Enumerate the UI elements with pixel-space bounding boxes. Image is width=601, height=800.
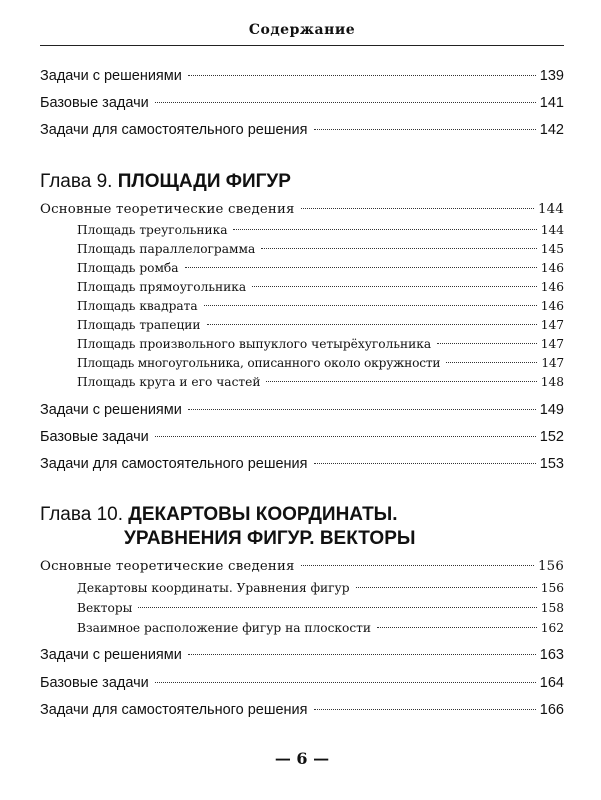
toc-subentry[interactable] bbox=[77, 372, 564, 392]
toc-subentry[interactable] bbox=[77, 315, 564, 335]
toc-subentry-label: Площадь ромба bbox=[77, 261, 179, 275]
toc-subentry-label: Площадь произвольного выпуклого четырёхугольника bbox=[77, 337, 432, 351]
toc-subentry[interactable] bbox=[77, 578, 564, 598]
toc-entry[interactable] bbox=[40, 120, 564, 140]
dot-leader bbox=[301, 565, 534, 566]
toc-entry[interactable] bbox=[40, 93, 564, 113]
toc-entry-page: 144 bbox=[538, 202, 564, 217]
toc-subentry-label: Площадь прямоугольника bbox=[77, 280, 247, 294]
toc-subentry[interactable] bbox=[77, 353, 564, 373]
toc-entry-theory[interactable] bbox=[40, 557, 564, 577]
toc-subentry-page: 162 bbox=[540, 621, 564, 635]
toc-entry-page: 153 bbox=[539, 456, 564, 472]
toc-entry-label: Базовые задачи bbox=[40, 429, 149, 445]
toc-subentry[interactable] bbox=[77, 220, 564, 240]
dot-leader bbox=[314, 709, 536, 710]
toc-entry[interactable] bbox=[40, 427, 564, 447]
toc-subentry-page: 148 bbox=[540, 375, 564, 389]
toc-subentry-page: 147 bbox=[540, 337, 564, 351]
toc-subentry[interactable] bbox=[77, 296, 564, 316]
toc-subentry-label: Площадь квадрата bbox=[77, 299, 198, 313]
toc-entry-page: 156 bbox=[538, 559, 564, 574]
toc-entry-label: Базовые задачи bbox=[40, 675, 149, 691]
toc-subentry-label: Площадь многоугольника, описанного около окружности bbox=[77, 356, 441, 370]
dot-leader bbox=[204, 305, 537, 306]
dot-leader bbox=[356, 587, 537, 588]
toc-subentry[interactable] bbox=[77, 239, 564, 259]
chapter-10-heading[interactable] bbox=[40, 503, 398, 527]
dot-leader bbox=[188, 654, 536, 655]
dot-leader bbox=[314, 129, 536, 130]
toc-subentry-page: 147 bbox=[541, 356, 564, 370]
dot-leader bbox=[155, 436, 536, 437]
chapter-number: Глава 9. bbox=[40, 171, 113, 192]
toc-subentry-label: Площадь круга и его частей bbox=[77, 375, 261, 389]
toc-subentry-page: 146 bbox=[540, 280, 564, 294]
dot-leader bbox=[266, 381, 536, 382]
toc-subentry-label: Площадь трапеции bbox=[77, 318, 201, 332]
toc-entry-page: 142 bbox=[539, 122, 564, 138]
chapter-number: Глава 10. bbox=[40, 504, 124, 525]
header-rule bbox=[40, 45, 564, 46]
dot-leader bbox=[188, 75, 536, 76]
toc-entry-page: 152 bbox=[539, 429, 564, 445]
dot-leader bbox=[233, 229, 536, 230]
toc-subentry-page: 146 bbox=[540, 299, 564, 313]
toc-entry-label: Основные теоретические сведения bbox=[40, 202, 295, 217]
toc-subentry[interactable] bbox=[77, 258, 564, 278]
toc-entry[interactable] bbox=[40, 673, 564, 693]
toc-subentry[interactable] bbox=[77, 618, 564, 638]
dot-leader bbox=[138, 607, 536, 608]
dot-leader bbox=[155, 102, 536, 103]
chapter-title-line-2: УРАВНЕНИЯ ФИГУР. ВЕКТОРЫ bbox=[124, 528, 416, 549]
toc-subentry-label: Векторы bbox=[77, 601, 133, 615]
toc-entry-page: 163 bbox=[539, 647, 564, 663]
chapter-10-heading-cont bbox=[124, 527, 415, 551]
toc-entry-label: Задачи с решениями bbox=[40, 647, 182, 663]
toc-subentry-label: Площадь треугольника bbox=[77, 223, 228, 237]
toc-entry-label: Базовые задачи bbox=[40, 95, 149, 111]
dot-leader bbox=[446, 362, 537, 363]
toc-entry-page: 139 bbox=[539, 68, 564, 84]
dot-leader bbox=[252, 286, 537, 287]
toc-entry-page: 149 bbox=[539, 402, 564, 418]
toc-entry-page: 164 bbox=[539, 675, 564, 691]
toc-subentry-label: Площадь параллелограмма bbox=[77, 242, 256, 256]
dot-leader bbox=[314, 463, 536, 464]
toc-entry-page: 166 bbox=[539, 702, 564, 718]
dot-leader bbox=[188, 409, 536, 410]
toc-entry[interactable] bbox=[40, 454, 564, 474]
toc-entry-label: Основные теоретические сведения bbox=[40, 559, 295, 574]
toc-entry[interactable] bbox=[40, 66, 564, 86]
chapter-title-line-1: ДЕКАРТОВЫ КООРДИНАТЫ. bbox=[128, 504, 398, 525]
dot-leader bbox=[437, 343, 537, 344]
dot-leader bbox=[301, 208, 534, 209]
toc-entry-label: Задачи с решениями bbox=[40, 68, 182, 84]
toc-subentry-page: 146 bbox=[540, 261, 564, 275]
toc-entry-label: Задачи для самостоятельного решения bbox=[40, 456, 308, 472]
page-number: — 6 — bbox=[274, 749, 330, 768]
chapter-title: ПЛОЩАДИ ФИГУР bbox=[117, 171, 291, 192]
toc-subentry-label: Взаимное расположение фигур на плоскости bbox=[77, 621, 372, 635]
dot-leader bbox=[261, 248, 537, 249]
toc-entry-page: 141 bbox=[539, 95, 564, 111]
toc-subentry-page: 158 bbox=[540, 601, 564, 615]
chapter-9-heading[interactable] bbox=[40, 170, 291, 194]
toc-entry-label: Задачи для самостоятельного решения bbox=[40, 122, 308, 138]
toc-entry[interactable] bbox=[40, 700, 564, 720]
toc-subentry-label: Декартовы координаты. Уравнения фигур bbox=[77, 581, 350, 595]
dot-leader bbox=[377, 627, 537, 628]
toc-subentry[interactable] bbox=[77, 598, 564, 618]
toc-subentry[interactable] bbox=[77, 334, 564, 354]
toc-entry-label: Задачи с решениями bbox=[40, 402, 182, 418]
dot-leader bbox=[207, 324, 537, 325]
toc-subentry[interactable] bbox=[77, 277, 564, 297]
toc-entry[interactable] bbox=[40, 400, 564, 420]
toc-subentry-page: 147 bbox=[540, 318, 564, 332]
toc-entry-theory[interactable] bbox=[40, 200, 564, 220]
dot-leader bbox=[185, 267, 537, 268]
page-header: Содержание bbox=[248, 22, 356, 38]
toc-subentry-page: 144 bbox=[540, 223, 564, 237]
toc-subentry-page: 145 bbox=[540, 242, 564, 256]
toc-entry-label: Задачи для самостоятельного решения bbox=[40, 702, 308, 718]
toc-subentry-page: 156 bbox=[540, 581, 564, 595]
toc-entry[interactable] bbox=[40, 645, 564, 665]
dot-leader bbox=[155, 682, 536, 683]
